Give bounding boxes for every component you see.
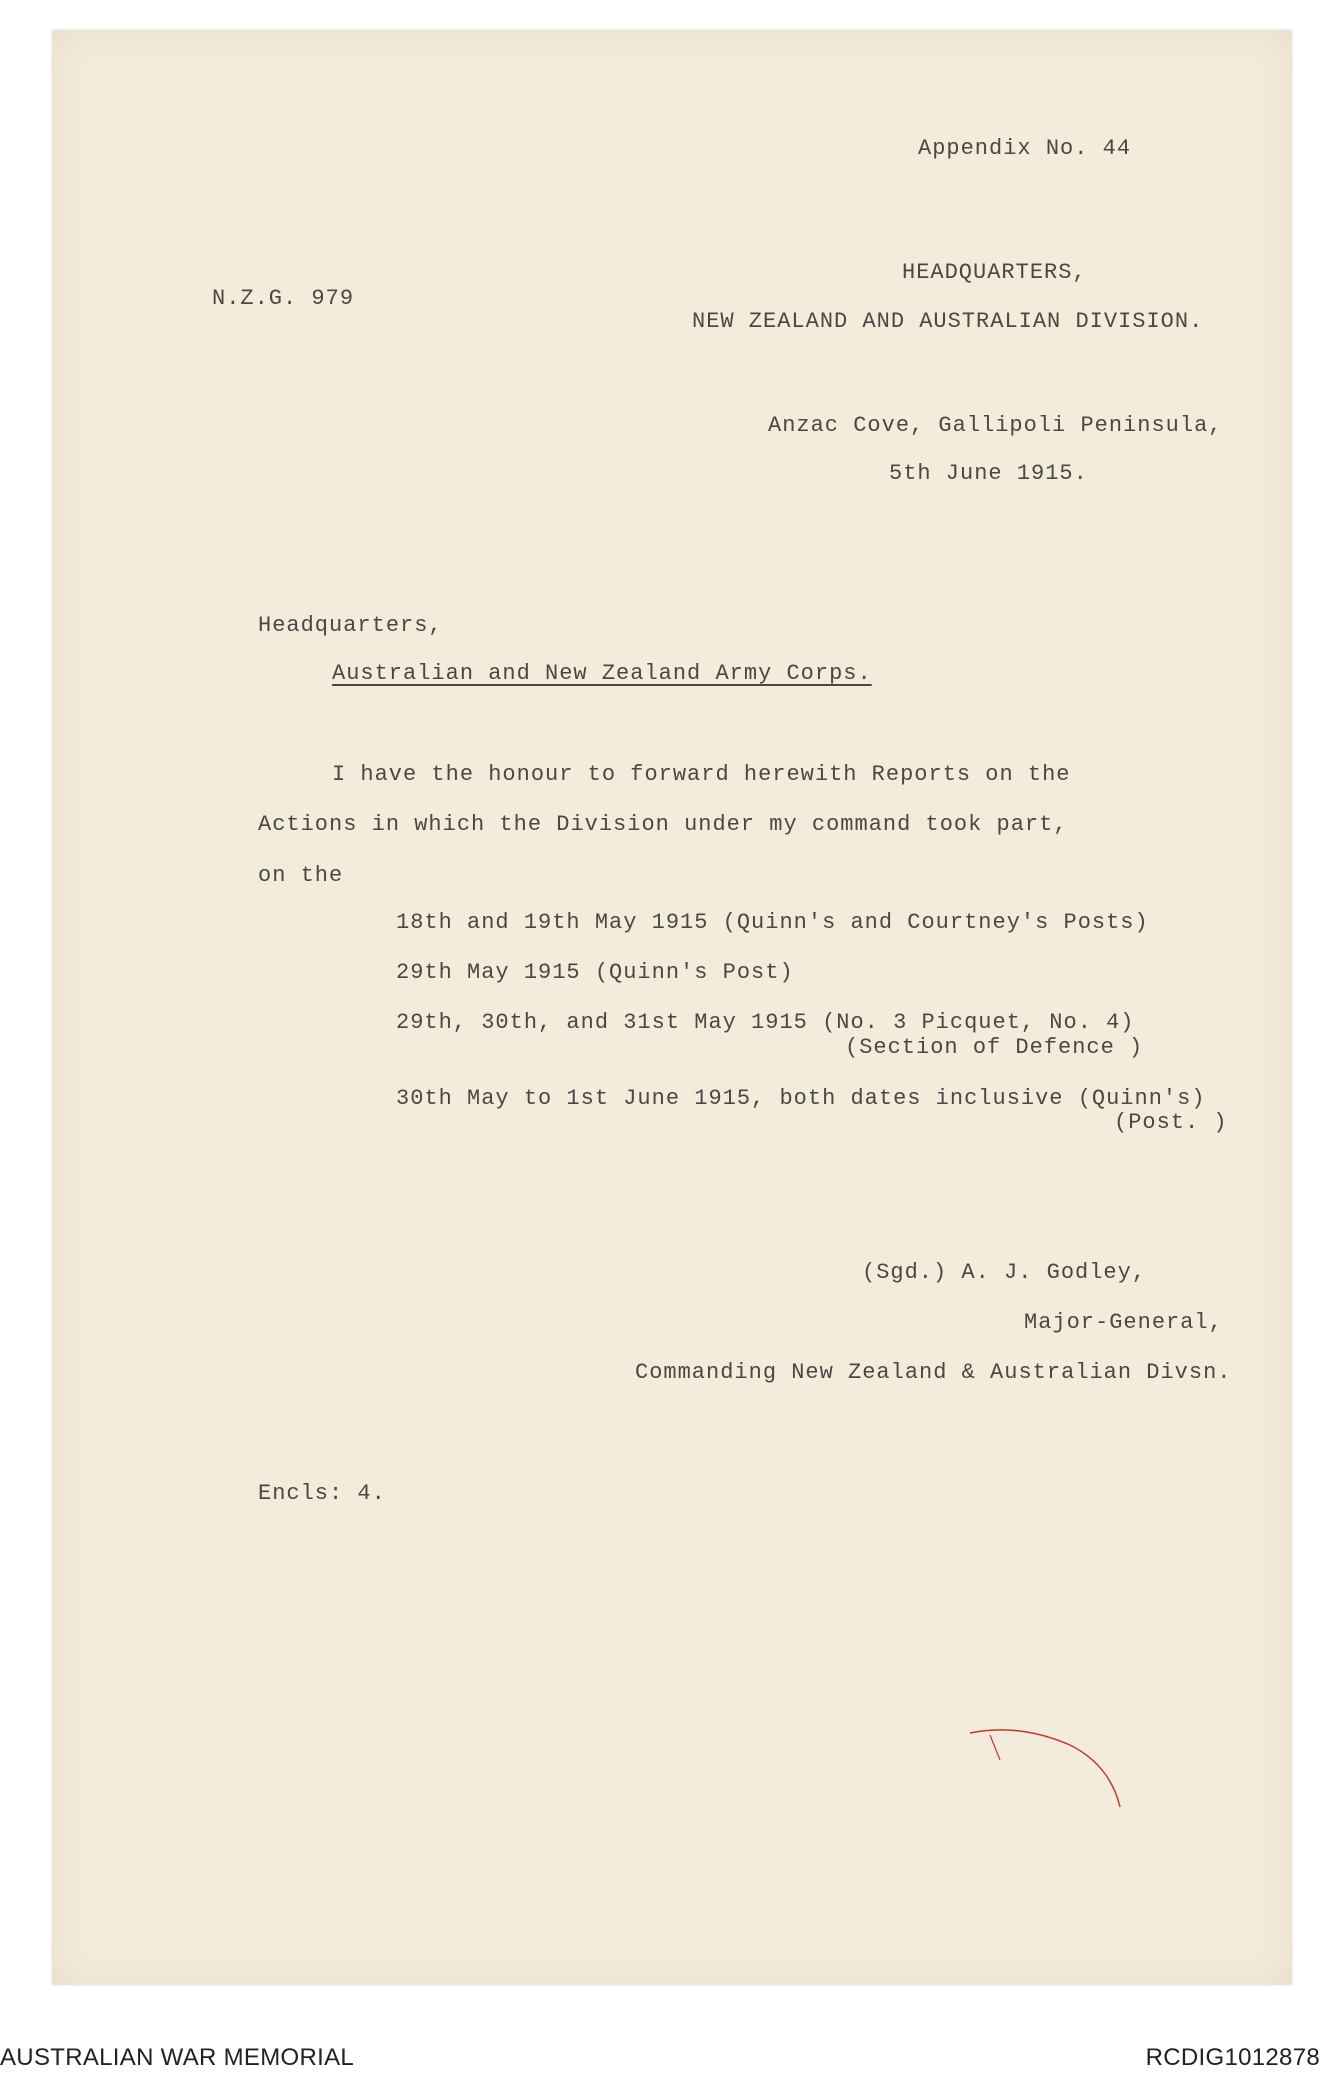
action-item-2: 29th May 1915 (Quinn's Post) (396, 960, 794, 985)
action-item-1: 18th and 19th May 1915 (Quinn's and Courtney's Posts) (396, 910, 1149, 935)
footer-id: RCDIG1012878 (1145, 2044, 1320, 2071)
reference-number: N.Z.G. 979 (212, 286, 355, 311)
signatory-command: Commanding New Zealand & Australian Divsn. (635, 1360, 1232, 1385)
sender-division: NEW ZEALAND AND AUSTRALIAN DIVISION. (692, 309, 1204, 334)
signature-line: (Sgd.) A. J. Godley, (862, 1260, 1147, 1285)
body-line-1: I have the honour to forward herewith Reports on the (332, 762, 1071, 787)
body-line-2: Actions in which the Division under my command took part, (258, 812, 1068, 837)
signatory-rank: Major-General, (1024, 1310, 1223, 1335)
recipient-corps: Australian and New Zealand Army Corps. (332, 661, 872, 686)
sender-headquarters: HEADQUARTERS, (902, 260, 1087, 285)
body-line-3: on the (258, 863, 344, 888)
appendix-number: Appendix No. 44 (918, 136, 1132, 161)
recipient-headquarters: Headquarters, (258, 613, 443, 638)
action-item-4-continuation: (Post. ) (1114, 1110, 1228, 1135)
action-item-3: 29th, 30th, and 31st May 1915 (No. 3 Picquet, No. 4) (396, 1010, 1135, 1035)
action-item-3-continuation: (Section of Defence ) (845, 1035, 1144, 1060)
place-line: Anzac Cove, Gallipoli Peninsula, (768, 413, 1223, 438)
footer-source: AUSTRALIAN WAR MEMORIAL (0, 2044, 355, 2071)
date-line: 5th June 1915. (889, 461, 1088, 486)
red-pen-mark (960, 1715, 1160, 1815)
enclosures-line: Encls: 4. (258, 1481, 386, 1506)
action-item-4: 30th May to 1st June 1915, both dates inclusive (Quinn's) (396, 1086, 1206, 1111)
